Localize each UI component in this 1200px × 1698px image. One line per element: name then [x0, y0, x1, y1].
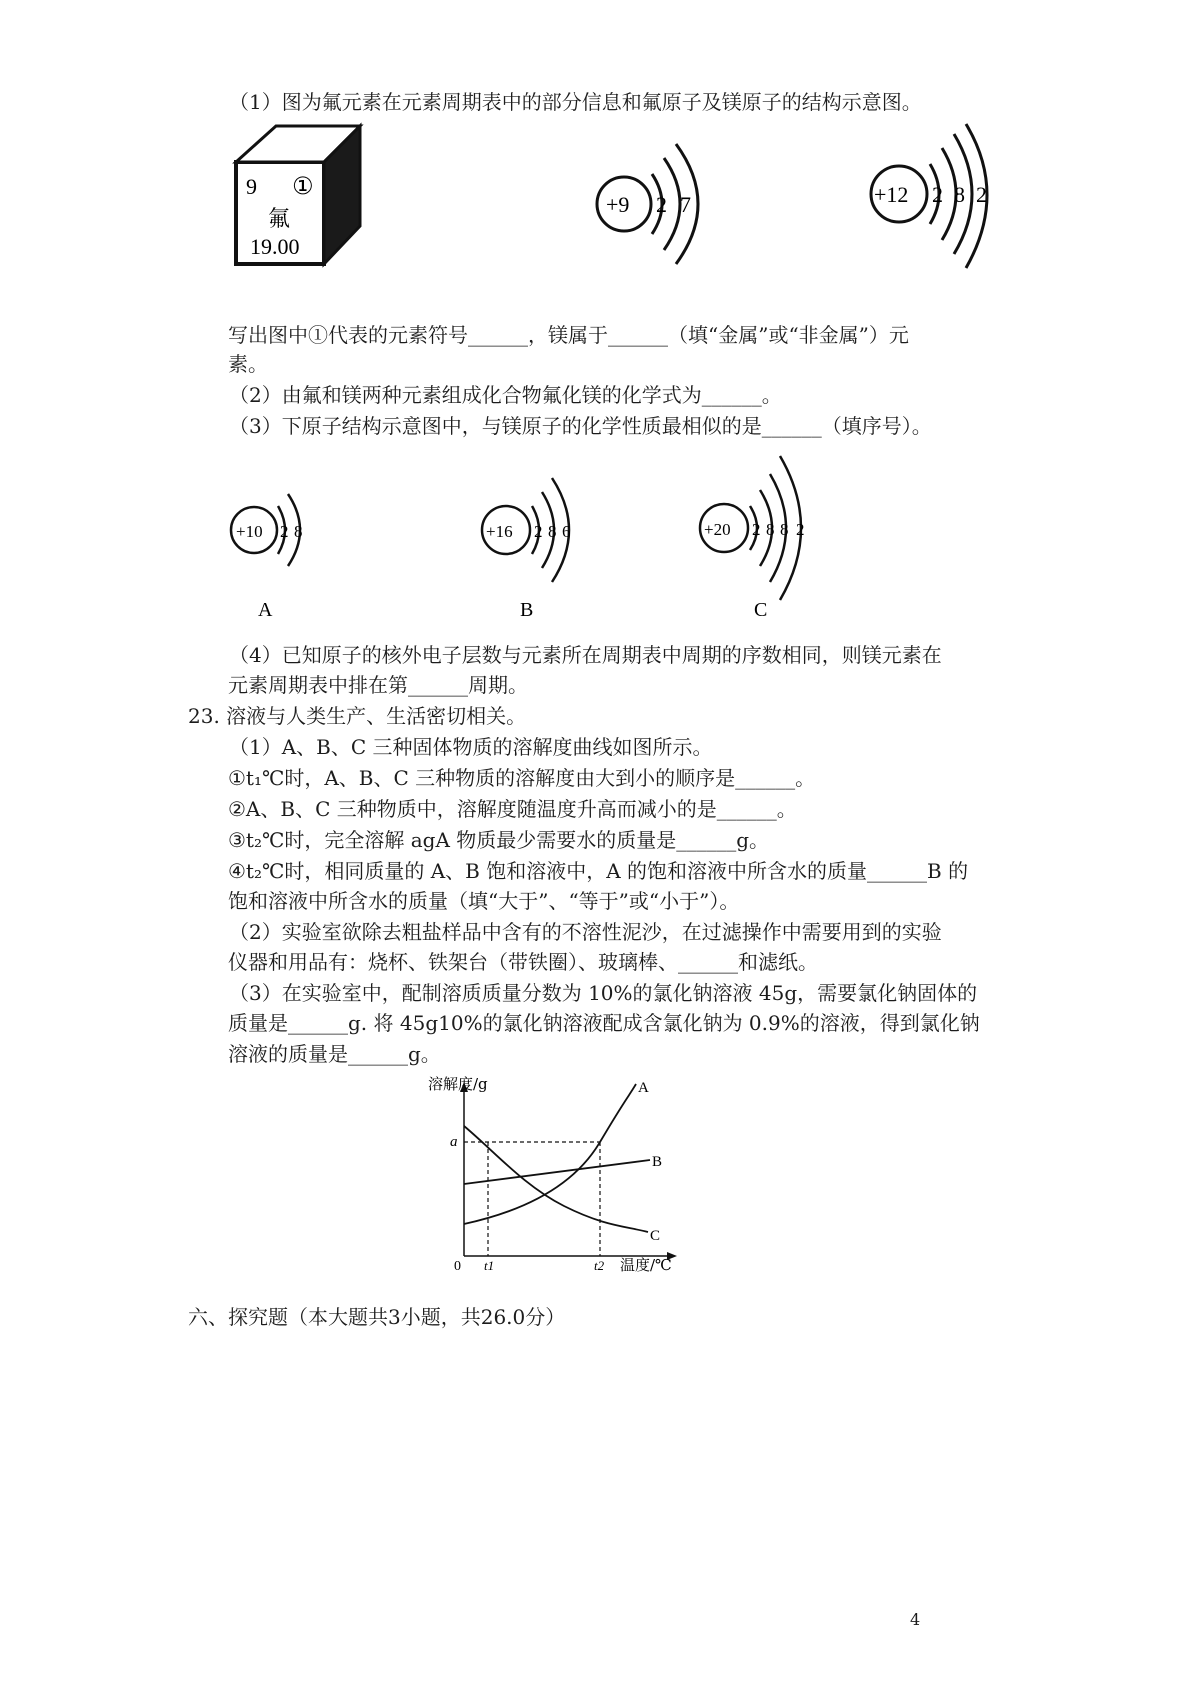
option-b-nucleus: +16 — [486, 522, 513, 541]
page-number: 4 — [910, 1610, 921, 1629]
q22-p4-line2: 元素周期表中排在第______周期。 — [228, 673, 528, 697]
option-b-shell-2: 8 — [548, 522, 557, 541]
option-c-nucleus: +20 — [704, 520, 731, 539]
q22-p1-question-line2: 素。 — [228, 352, 268, 376]
fluorine-atom-diagram — [592, 140, 712, 270]
option-c-shell-2: 8 — [766, 520, 775, 539]
magnesium-shell-3: 2 — [976, 182, 987, 207]
q22-p3: （3）下原子结构示意图中，与镁原子的化学性质最相似的是______（填序号）。 — [229, 414, 932, 438]
option-b-shell-3: 6 — [562, 522, 571, 541]
cube-symbol-marker: ① — [292, 172, 314, 200]
option-a-atom-diagram — [226, 484, 326, 634]
section-6-heading: 六、探究题（本大题共3小题，共26.0分） — [188, 1305, 566, 1329]
magnesium-shell-1: 2 — [932, 182, 943, 207]
option-a-label: A — [258, 599, 273, 621]
q23-p1: （1）A、B、C 三种固体物质的溶解度曲线如图所示。 — [229, 735, 713, 759]
cube-atomic-mass: 19.00 — [250, 234, 300, 259]
q23-p3-line1: （3）在实验室中，配制溶质质量分数为 10%的氯化钠溶液 45g，需要氯化钠固体的 — [229, 981, 978, 1005]
cube-atomic-number: 9 — [246, 174, 257, 199]
solubility-curve-chart — [424, 1076, 690, 1272]
option-b-atom-diagram — [476, 470, 596, 634]
q23-s1: ①t₁℃时，A、B、C 三种物质的溶解度由大到小的顺序是______。 — [228, 766, 816, 790]
option-b-label: B — [520, 599, 534, 621]
cube-element-name: 氟 — [268, 207, 291, 232]
q22-p4-line1: （4）已知原子的核外电子层数与元素所在周期表中周期的序数相同，则镁元素在 — [229, 643, 942, 667]
x-axis-label: 温度/℃ — [620, 1256, 672, 1272]
origin-label: 0 — [454, 1259, 461, 1272]
fluorine-shell-2: 7 — [680, 192, 691, 217]
x-tick-t1: t1 — [484, 1258, 495, 1272]
q23-s3: ③t₂℃时，完全溶解 agA 物质最少需要水的质量是______g。 — [228, 828, 770, 852]
q23-s4-line1: ④t₂℃时，相同质量的 A、B 饱和溶液中，A 的饱和溶液中所含水的质量______B 的 — [228, 859, 969, 883]
option-c-shell-3: 8 — [780, 520, 789, 539]
periodic-table-cube — [228, 122, 364, 270]
q22-p1-question-line1: 写出图中①代表的元素符号______，镁属于______（填“金属”或“非金属”）元 — [228, 323, 909, 347]
q22-p2: （2）由氟和镁两种元素组成化合物氟化镁的化学式为______。 — [229, 383, 782, 407]
q23-p3-line2: 质量是______g. 将 45g10%的氯化钠溶液配成含氯化钠为 0.9%的溶液，得到氯化钠 — [228, 1011, 980, 1035]
q23-p2-line2: 仪器和用品有：烧杯、铁架台（带铁圈）、玻璃棒、______和滤纸。 — [228, 950, 818, 974]
y-tick-a: a — [450, 1134, 458, 1150]
option-c-atom-diagram — [696, 450, 826, 634]
option-c-label: C — [754, 599, 768, 621]
q23-s4-line2: 饱和溶液中所含水的质量（填“大于”、“等于”或“小于”）。 — [228, 889, 740, 913]
curve-label-c: C — [650, 1228, 661, 1244]
x-tick-t2: t2 — [594, 1258, 605, 1272]
magnesium-nucleus: +12 — [874, 182, 909, 207]
fluorine-nucleus: +9 — [606, 192, 630, 217]
option-a-shell-2: 8 — [294, 522, 303, 541]
q23-s2: ②A、B、C 三种物质中，溶解度随温度升高而减小的是______。 — [228, 797, 797, 821]
curve-b — [464, 1160, 650, 1184]
fluorine-shell-1: 2 — [656, 192, 667, 217]
curve-a — [464, 1084, 636, 1224]
curve-label-a: A — [638, 1080, 649, 1096]
option-b-shell-1: 2 — [534, 522, 543, 541]
option-c-shell-1: 2 — [752, 520, 761, 539]
q23-p3-line3: 溶液的质量是______g。 — [228, 1042, 441, 1066]
q23-p2-line1: （2）实验室欲除去粗盐样品中含有的不溶性泥沙，在过滤操作中需要用到的实验 — [229, 920, 942, 944]
y-axis-label: 溶解度/g — [428, 1076, 488, 1093]
q23-title: 23. 溶液与人类生产、生活密切相关。 — [188, 704, 527, 728]
option-c-shell-4: 2 — [796, 520, 805, 539]
magnesium-atom-diagram — [866, 122, 1000, 272]
q22-p1-intro: （1）图为氟元素在元素周期表中的部分信息和氟原子及镁原子的结构示意图。 — [229, 90, 922, 114]
option-a-nucleus: +10 — [236, 522, 263, 541]
magnesium-shell-2: 8 — [954, 182, 965, 207]
option-a-shell-1: 2 — [280, 522, 289, 541]
curve-label-b: B — [652, 1154, 663, 1170]
